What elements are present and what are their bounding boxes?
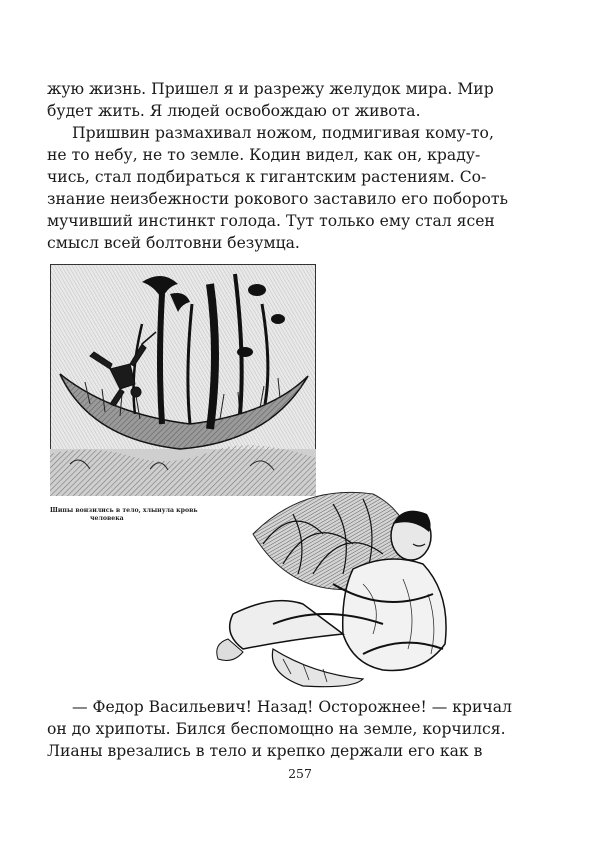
paragraph-2	[47, 122, 508, 254]
text-line: он до хрипоты. Бился беспомощно на земле, корчился.	[47, 720, 506, 738]
text-line: мучивший инстинкт голода. Тут только ему стал ясен	[47, 212, 495, 230]
text-line: не то небу, не то земле. Кодин видел, как он, краду-	[47, 146, 481, 164]
text-line: будет жить. Я людей освобождаю от живота.	[47, 102, 421, 120]
text-line: смысл всей болтовни безумца.	[47, 234, 300, 252]
text-line: чись, стал подбираться к гигантским растениям. Со-	[47, 168, 487, 186]
paragraph-1	[47, 78, 494, 122]
plant-illustration	[50, 264, 316, 496]
man-in-vines-illustration	[213, 474, 457, 692]
paragraph-3	[47, 696, 512, 762]
illustration-caption	[50, 507, 210, 523]
page-number: 257	[288, 766, 312, 781]
text-line: жую жизнь. Пришел я и разрежу желудок мира. Мир	[47, 80, 494, 98]
text-line: знание неизбежности рокового заставило его побороть	[47, 190, 508, 208]
text-line: Пришвин размахивал ножом, подмигивая кому-то,	[72, 124, 494, 142]
top-text-block	[47, 78, 508, 254]
text-line: — Федор Васильевич! Назад! Осторожнее! — кричал	[72, 698, 512, 716]
text-line: Лианы врезались в тело и крепко держали его как в	[47, 742, 483, 760]
caption-line: человека	[90, 515, 124, 522]
bottom-text-block	[47, 696, 512, 762]
caption-line: Шипы вонзились в тело, хлынула кровь	[50, 507, 198, 514]
